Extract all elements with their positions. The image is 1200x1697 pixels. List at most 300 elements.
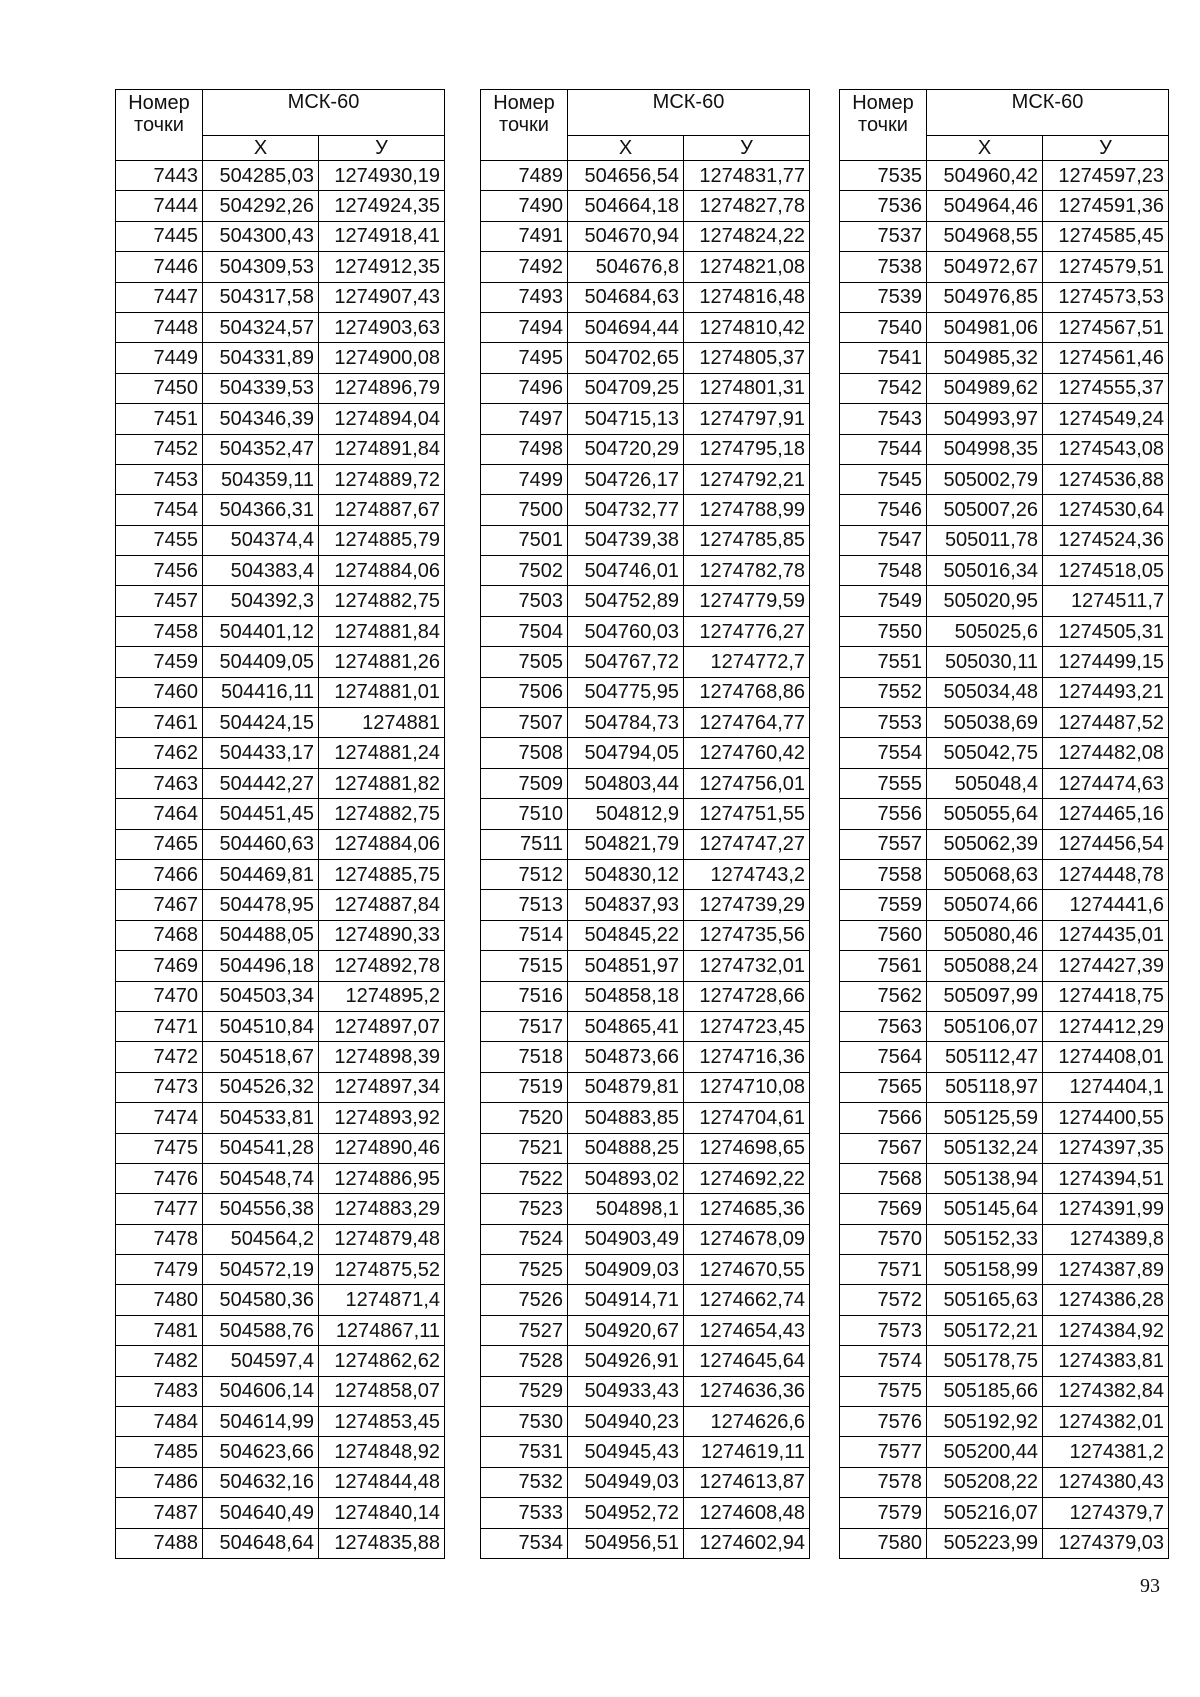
x-coordinate-cell: 504451,45 (203, 799, 319, 829)
point-number-cell: 7481 (116, 1315, 203, 1345)
table-row (116, 404, 445, 434)
point-number-cell: 7495 (481, 343, 568, 373)
point-number-cell: 7559 (840, 890, 927, 920)
x-coordinate-cell: 505038,69 (927, 708, 1043, 738)
table-row (481, 373, 810, 403)
point-number-cell: 7448 (116, 312, 203, 342)
y-coordinate-cell: 1274382,84 (1043, 1376, 1169, 1406)
point-number-cell: 7486 (116, 1467, 203, 1497)
table-row (481, 768, 810, 798)
table-row (116, 312, 445, 342)
point-number-cell: 7459 (116, 647, 203, 677)
x-coordinate-cell: 504366,31 (203, 495, 319, 525)
table-row (116, 1133, 445, 1163)
x-coordinate-cell: 505011,78 (927, 525, 1043, 555)
x-coordinate-cell: 504324,57 (203, 312, 319, 342)
point-number-cell: 7568 (840, 1163, 927, 1193)
y-coordinate-cell: 1274386,28 (1043, 1285, 1169, 1315)
table-row (840, 556, 1169, 586)
table-row (840, 799, 1169, 829)
y-coordinate-cell: 1274897,07 (319, 1011, 445, 1041)
table-row (116, 1042, 445, 1072)
table-row (840, 464, 1169, 494)
point-number-cell: 7579 (840, 1498, 927, 1528)
y-coordinate-cell: 1274760,42 (684, 738, 810, 768)
x-coordinate-cell: 504648,64 (203, 1528, 319, 1558)
y-coordinate-cell: 1274881,84 (319, 616, 445, 646)
point-number-cell: 7501 (481, 525, 568, 555)
y-coordinate-cell: 1274881,26 (319, 647, 445, 677)
y-coordinate-cell: 1274768,86 (684, 677, 810, 707)
table-row (481, 252, 810, 282)
x-coordinate-cell: 504640,49 (203, 1498, 319, 1528)
x-coordinate-cell: 504409,05 (203, 647, 319, 677)
y-coordinate-cell: 1274772,7 (684, 647, 810, 677)
y-coordinate-cell: 1274895,2 (319, 981, 445, 1011)
point-number-cell: 7539 (840, 282, 927, 312)
table-row (116, 1103, 445, 1133)
x-coordinate-cell: 504976,85 (927, 282, 1043, 312)
table-row (481, 1285, 810, 1315)
x-coordinate-cell: 504533,81 (203, 1103, 319, 1133)
point-number-cell: 7444 (116, 191, 203, 221)
point-number-cell: 7537 (840, 221, 927, 251)
point-number-cell: 7522 (481, 1163, 568, 1193)
x-coordinate-cell: 504331,89 (203, 343, 319, 373)
point-number-cell: 7512 (481, 859, 568, 889)
y-coordinate-cell: 1274435,01 (1043, 920, 1169, 950)
y-coordinate-cell: 1274482,08 (1043, 738, 1169, 768)
point-number-cell: 7503 (481, 586, 568, 616)
y-coordinate-cell: 1274827,78 (684, 191, 810, 221)
point-number-cell: 7499 (481, 464, 568, 494)
x-coordinate-cell: 504952,72 (568, 1498, 684, 1528)
y-coordinate-cell: 1274474,63 (1043, 768, 1169, 798)
y-coordinate-cell: 1274883,29 (319, 1194, 445, 1224)
point-number-cell: 7474 (116, 1103, 203, 1133)
point-number-cell: 7573 (840, 1315, 927, 1345)
x-coordinate-cell: 504526,32 (203, 1072, 319, 1102)
x-coordinate-cell: 505125,59 (927, 1103, 1043, 1133)
x-coordinate-cell: 504606,14 (203, 1376, 319, 1406)
point-number-cell: 7575 (840, 1376, 927, 1406)
x-coordinate-cell: 505112,47 (927, 1042, 1043, 1072)
table-row (116, 161, 445, 191)
x-coordinate-cell: 504865,41 (568, 1011, 684, 1041)
x-coordinate-cell: 504767,72 (568, 647, 684, 677)
point-number-cell: 7477 (116, 1194, 203, 1224)
x-coordinate-cell: 504614,99 (203, 1407, 319, 1437)
y-column-header: У (1043, 136, 1169, 161)
y-coordinate-cell: 1274764,77 (684, 708, 810, 738)
table-row (481, 525, 810, 555)
x-coordinate-cell: 505030,11 (927, 647, 1043, 677)
table-row (481, 1255, 810, 1285)
y-coordinate-cell: 1274879,48 (319, 1224, 445, 1254)
y-coordinate-cell: 1274881,82 (319, 768, 445, 798)
y-coordinate-cell: 1274573,53 (1043, 282, 1169, 312)
x-coordinate-cell: 505132,24 (927, 1133, 1043, 1163)
y-coordinate-cell: 1274685,36 (684, 1194, 810, 1224)
x-coordinate-cell: 505074,66 (927, 890, 1043, 920)
y-coordinate-cell: 1274487,52 (1043, 708, 1169, 738)
point-number-cell: 7497 (481, 404, 568, 434)
x-coordinate-cell: 504993,97 (927, 404, 1043, 434)
y-coordinate-cell: 1274567,51 (1043, 312, 1169, 342)
table-row (840, 1437, 1169, 1467)
y-coordinate-cell: 1274816,48 (684, 282, 810, 312)
x-coordinate-cell: 504830,12 (568, 859, 684, 889)
point-number-cell: 7542 (840, 373, 927, 403)
y-coordinate-cell: 1274795,18 (684, 434, 810, 464)
y-coordinate-cell: 1274698,65 (684, 1133, 810, 1163)
table-row (116, 981, 445, 1011)
point-number-cell: 7548 (840, 556, 927, 586)
x-coordinate-cell: 504888,25 (568, 1133, 684, 1163)
table-row (116, 616, 445, 646)
point-number-cell: 7531 (481, 1437, 568, 1467)
table-row (116, 221, 445, 251)
y-coordinate-cell: 1274831,77 (684, 161, 810, 191)
table-row (116, 1528, 445, 1558)
point-number-cell: 7461 (116, 708, 203, 738)
point-number-cell: 7509 (481, 768, 568, 798)
table-row (481, 616, 810, 646)
y-coordinate-cell: 1274530,64 (1043, 495, 1169, 525)
point-number-cell: 7551 (840, 647, 927, 677)
point-number-cell: 7480 (116, 1285, 203, 1315)
table-row (840, 951, 1169, 981)
point-number-cell: 7529 (481, 1376, 568, 1406)
y-coordinate-cell: 1274379,7 (1043, 1498, 1169, 1528)
y-coordinate-cell: 1274751,55 (684, 799, 810, 829)
table-row (116, 1437, 445, 1467)
x-coordinate-cell: 505185,66 (927, 1376, 1043, 1406)
table-row (481, 1224, 810, 1254)
point-number-cell: 7530 (481, 1407, 568, 1437)
point-number-cell: 7516 (481, 981, 568, 1011)
table-row (840, 1407, 1169, 1437)
y-coordinate-cell: 1274418,75 (1043, 981, 1169, 1011)
x-coordinate-cell: 504920,67 (568, 1315, 684, 1345)
y-coordinate-cell: 1274511,7 (1043, 586, 1169, 616)
x-column-header: Х (927, 136, 1043, 161)
point-number-cell: 7453 (116, 464, 203, 494)
x-coordinate-cell: 504883,85 (568, 1103, 684, 1133)
y-coordinate-cell: 1274867,11 (319, 1315, 445, 1345)
table-row (481, 951, 810, 981)
x-coordinate-cell: 505208,22 (927, 1467, 1043, 1497)
y-coordinate-cell: 1274408,01 (1043, 1042, 1169, 1072)
x-coordinate-cell: 504709,25 (568, 373, 684, 403)
point-number-cell: 7464 (116, 799, 203, 829)
x-column-header: Х (568, 136, 684, 161)
x-coordinate-cell: 505145,64 (927, 1194, 1043, 1224)
point-number-cell: 7456 (116, 556, 203, 586)
x-coordinate-cell: 504478,95 (203, 890, 319, 920)
point-number-header (481, 90, 568, 161)
y-coordinate-cell: 1274886,95 (319, 1163, 445, 1193)
y-coordinate-cell: 1274505,31 (1043, 616, 1169, 646)
table-row (840, 981, 1169, 1011)
y-coordinate-cell: 1274892,78 (319, 951, 445, 981)
x-coordinate-cell: 504664,18 (568, 191, 684, 221)
point-number-cell: 7554 (840, 738, 927, 768)
x-coordinate-cell: 504873,66 (568, 1042, 684, 1072)
point-number-cell: 7446 (116, 252, 203, 282)
y-coordinate-cell: 1274381,2 (1043, 1437, 1169, 1467)
y-coordinate-cell: 1274465,16 (1043, 799, 1169, 829)
table-row (116, 1407, 445, 1437)
y-coordinate-cell: 1274881 (319, 708, 445, 738)
x-coordinate-cell: 505118,97 (927, 1072, 1043, 1102)
x-coordinate-cell: 504588,76 (203, 1315, 319, 1345)
point-number-cell: 7546 (840, 495, 927, 525)
table-row (840, 647, 1169, 677)
point-number-cell: 7534 (481, 1528, 568, 1558)
point-number-cell: 7463 (116, 768, 203, 798)
point-number-cell: 7476 (116, 1163, 203, 1193)
point-number-cell: 7519 (481, 1072, 568, 1102)
point-number-cell: 7524 (481, 1224, 568, 1254)
point-number-cell: 7504 (481, 616, 568, 646)
y-coordinate-cell: 1274692,22 (684, 1163, 810, 1193)
x-coordinate-cell: 505216,07 (927, 1498, 1043, 1528)
y-coordinate-cell: 1274549,24 (1043, 404, 1169, 434)
x-coordinate-cell: 504597,4 (203, 1346, 319, 1376)
x-coordinate-cell: 504926,91 (568, 1346, 684, 1376)
point-number-cell: 7508 (481, 738, 568, 768)
table-row (840, 890, 1169, 920)
x-coordinate-cell: 505025,6 (927, 616, 1043, 646)
x-coordinate-cell: 504285,03 (203, 161, 319, 191)
x-coordinate-cell: 504632,16 (203, 1467, 319, 1497)
table-row (840, 1346, 1169, 1376)
y-coordinate-cell: 1274871,4 (319, 1285, 445, 1315)
y-coordinate-cell: 1274710,08 (684, 1072, 810, 1102)
point-number-cell: 7578 (840, 1467, 927, 1497)
point-number-cell: 7523 (481, 1194, 568, 1224)
point-number-cell: 7471 (116, 1011, 203, 1041)
x-coordinate-cell: 504383,4 (203, 556, 319, 586)
x-coordinate-cell: 504794,05 (568, 738, 684, 768)
y-coordinate-cell: 1274779,59 (684, 586, 810, 616)
y-coordinate-cell: 1274394,51 (1043, 1163, 1169, 1193)
table-row (840, 1528, 1169, 1558)
x-coordinate-cell: 504556,38 (203, 1194, 319, 1224)
x-coordinate-cell: 504998,35 (927, 434, 1043, 464)
table-row (840, 434, 1169, 464)
table-row (840, 1103, 1169, 1133)
y-coordinate-cell: 1274678,09 (684, 1224, 810, 1254)
table-row (481, 1498, 810, 1528)
point-number-cell: 7520 (481, 1103, 568, 1133)
point-number-cell: 7538 (840, 252, 927, 282)
coordinate-table-1 (115, 89, 445, 1559)
x-coordinate-cell: 505016,34 (927, 556, 1043, 586)
x-coordinate-cell: 504346,39 (203, 404, 319, 434)
x-coordinate-cell: 504656,54 (568, 161, 684, 191)
table-row (840, 1163, 1169, 1193)
table-row (481, 1346, 810, 1376)
x-coordinate-cell: 505068,63 (927, 859, 1043, 889)
x-coordinate-cell: 504676,8 (568, 252, 684, 282)
point-number-cell: 7502 (481, 556, 568, 586)
y-coordinate-cell: 1274893,92 (319, 1103, 445, 1133)
x-coordinate-cell: 504746,01 (568, 556, 684, 586)
table-row (481, 1467, 810, 1497)
x-coordinate-cell: 505034,48 (927, 677, 1043, 707)
table-row (116, 890, 445, 920)
point-number-cell: 7540 (840, 312, 927, 342)
point-number-cell: 7535 (840, 161, 927, 191)
table-row (481, 464, 810, 494)
table-row (116, 1255, 445, 1285)
point-number-cell: 7470 (116, 981, 203, 1011)
x-coordinate-cell: 505223,99 (927, 1528, 1043, 1558)
point-number-cell: 7541 (840, 343, 927, 373)
x-coordinate-cell: 504564,2 (203, 1224, 319, 1254)
x-coordinate-cell: 504739,38 (568, 525, 684, 555)
point-number-cell: 7533 (481, 1498, 568, 1528)
table-row (481, 920, 810, 950)
point-number-cell: 7475 (116, 1133, 203, 1163)
y-coordinate-cell: 1274840,14 (319, 1498, 445, 1528)
y-coordinate-cell: 1274735,56 (684, 920, 810, 950)
x-coordinate-cell: 504775,95 (568, 677, 684, 707)
y-coordinate-cell: 1274387,89 (1043, 1255, 1169, 1285)
x-coordinate-cell: 505192,92 (927, 1407, 1043, 1437)
table-row (116, 799, 445, 829)
table-row (481, 282, 810, 312)
table-row (116, 768, 445, 798)
point-number-cell: 7518 (481, 1042, 568, 1072)
point-number-cell: 7569 (840, 1194, 927, 1224)
table-row (840, 1285, 1169, 1315)
table-row (481, 829, 810, 859)
x-coordinate-cell: 504858,18 (568, 981, 684, 1011)
point-number-cell: 7544 (840, 434, 927, 464)
table-row (840, 221, 1169, 251)
point-number-cell: 7490 (481, 191, 568, 221)
table-row (481, 677, 810, 707)
y-coordinate-cell: 1274499,15 (1043, 647, 1169, 677)
table-row (481, 647, 810, 677)
table-row (840, 1011, 1169, 1041)
y-coordinate-cell: 1274785,85 (684, 525, 810, 555)
y-coordinate-cell: 1274404,1 (1043, 1072, 1169, 1102)
x-coordinate-cell: 504837,93 (568, 890, 684, 920)
y-coordinate-cell: 1274821,08 (684, 252, 810, 282)
coordinate-table-2 (480, 89, 810, 1559)
y-column-header: У (684, 136, 810, 161)
table-row (840, 738, 1169, 768)
table-row (481, 1528, 810, 1558)
table-row (116, 1467, 445, 1497)
x-coordinate-cell: 504510,84 (203, 1011, 319, 1041)
table-row (481, 1437, 810, 1467)
table-row (481, 1315, 810, 1345)
y-coordinate-cell: 1274884,06 (319, 829, 445, 859)
table-row (840, 404, 1169, 434)
table-row (840, 252, 1169, 282)
y-coordinate-cell: 1274636,36 (684, 1376, 810, 1406)
table-row (116, 586, 445, 616)
table-row (116, 920, 445, 950)
y-coordinate-cell: 1274427,39 (1043, 951, 1169, 981)
x-coordinate-cell: 504623,66 (203, 1437, 319, 1467)
x-coordinate-cell: 504956,51 (568, 1528, 684, 1558)
x-coordinate-cell: 504317,58 (203, 282, 319, 312)
x-coordinate-cell: 504964,46 (927, 191, 1043, 221)
y-coordinate-cell: 1274875,52 (319, 1255, 445, 1285)
x-coordinate-cell: 505178,75 (927, 1346, 1043, 1376)
x-coordinate-cell: 504401,12 (203, 616, 319, 646)
coordinate-system-header: МСК-60 (203, 90, 445, 136)
y-coordinate-cell: 1274645,64 (684, 1346, 810, 1376)
point-number-label: Номер точки (128, 92, 190, 136)
x-coordinate-cell: 504300,43 (203, 221, 319, 251)
point-number-cell: 7493 (481, 282, 568, 312)
y-coordinate-cell: 1274723,45 (684, 1011, 810, 1041)
x-coordinate-cell: 504352,47 (203, 434, 319, 464)
x-coordinate-cell: 504812,9 (568, 799, 684, 829)
table-row (840, 920, 1169, 950)
table-row (481, 1103, 810, 1133)
table-row (116, 525, 445, 555)
table-row (481, 859, 810, 889)
x-coordinate-cell: 504416,11 (203, 677, 319, 707)
y-coordinate-cell: 1274543,08 (1043, 434, 1169, 464)
y-coordinate-cell: 1274896,79 (319, 373, 445, 403)
y-coordinate-cell: 1274885,75 (319, 859, 445, 889)
x-coordinate-cell: 504715,13 (568, 404, 684, 434)
x-coordinate-cell: 505138,94 (927, 1163, 1043, 1193)
y-coordinate-cell: 1274591,36 (1043, 191, 1169, 221)
table-row (116, 434, 445, 464)
table-row (481, 799, 810, 829)
x-coordinate-cell: 504670,94 (568, 221, 684, 251)
point-number-cell: 7443 (116, 161, 203, 191)
y-coordinate-cell: 1274739,29 (684, 890, 810, 920)
point-number-cell: 7574 (840, 1346, 927, 1376)
y-coordinate-cell: 1274456,54 (1043, 829, 1169, 859)
table-row (840, 1255, 1169, 1285)
point-number-cell: 7491 (481, 221, 568, 251)
point-number-cell: 7528 (481, 1346, 568, 1376)
y-coordinate-cell: 1274782,78 (684, 556, 810, 586)
y-coordinate-cell: 1274835,88 (319, 1528, 445, 1558)
table-row (840, 525, 1169, 555)
x-coordinate-cell: 505048,4 (927, 768, 1043, 798)
table-row (116, 1224, 445, 1254)
x-coordinate-cell: 504732,77 (568, 495, 684, 525)
point-number-cell: 7505 (481, 647, 568, 677)
y-coordinate-cell: 1274704,61 (684, 1103, 810, 1133)
table-row (481, 312, 810, 342)
table-row (481, 1133, 810, 1163)
y-coordinate-cell: 1274743,2 (684, 859, 810, 889)
table-row (116, 1194, 445, 1224)
point-number-cell: 7555 (840, 768, 927, 798)
point-number-cell: 7479 (116, 1255, 203, 1285)
point-number-cell: 7506 (481, 677, 568, 707)
coordinate-table-3 (839, 89, 1169, 1559)
table-row (840, 343, 1169, 373)
table-row (481, 191, 810, 221)
point-number-cell: 7466 (116, 859, 203, 889)
y-coordinate-cell: 1274747,27 (684, 829, 810, 859)
